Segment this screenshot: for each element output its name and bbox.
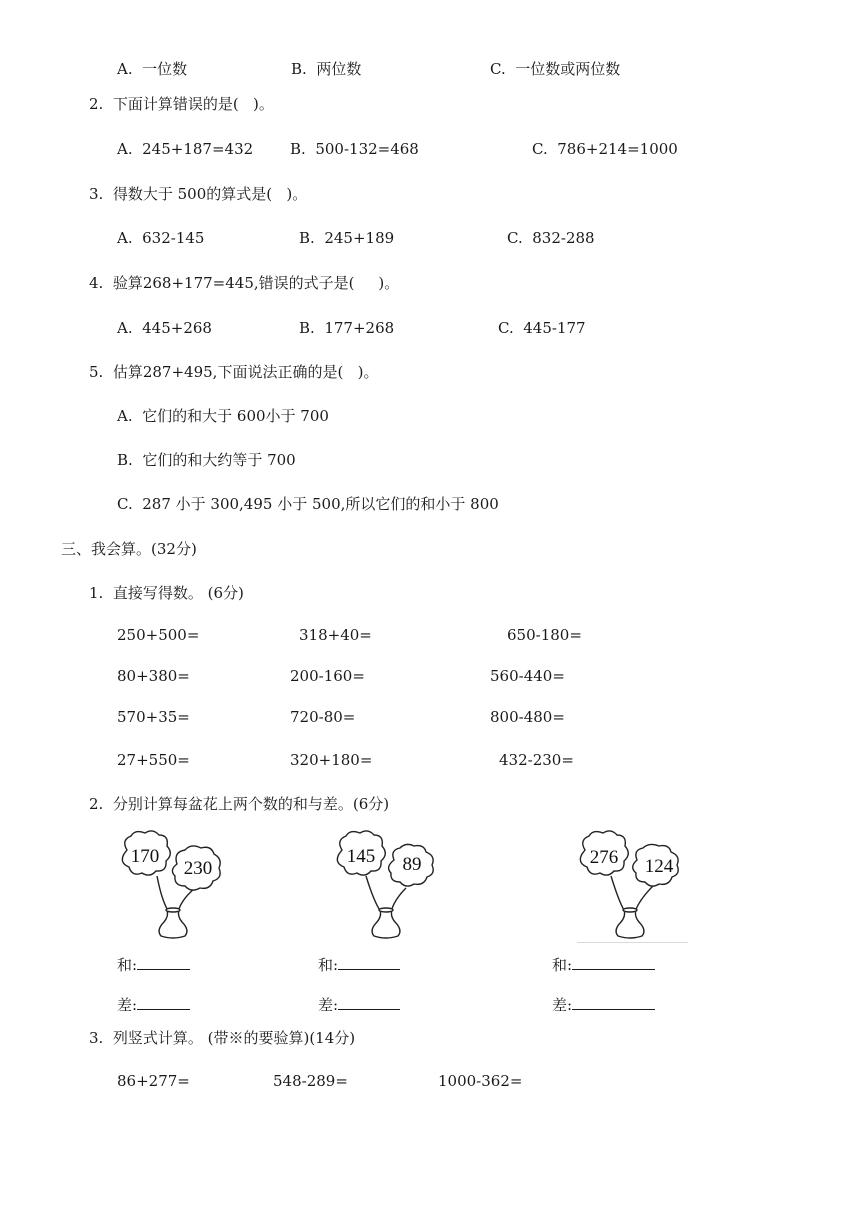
q5-option-b: B. 它们的和大约等于 700 — [117, 451, 296, 469]
answer-blank[interactable] — [572, 953, 655, 970]
flower-number-right: 124 — [644, 856, 674, 877]
calc-item: 318+40= — [299, 626, 372, 644]
flower-number-left: 145 — [346, 846, 376, 867]
answer-blank[interactable] — [338, 993, 400, 1010]
flower-pot-illustration — [115, 830, 230, 942]
section-3-title: 三、我会算。(32分) — [61, 540, 197, 558]
sum-label: 和: — [552, 956, 573, 974]
calc-item: 720-80= — [290, 708, 356, 726]
calc-item: 200-160= — [290, 667, 365, 685]
calc-item: 650-180= — [507, 626, 582, 644]
flower-number-left: 170 — [130, 846, 160, 867]
q3-stem: 3. 得数大于 500的算式是( )。 — [89, 185, 308, 203]
calc-item: 800-480= — [490, 708, 565, 726]
vertical-calc-item: 548-289= — [273, 1072, 348, 1090]
image-edge-line — [577, 942, 688, 943]
q4-option-c: C. 445-177 — [498, 319, 586, 337]
answer-blank[interactable] — [137, 993, 190, 1010]
difference-answer-1 — [117, 993, 190, 1015]
q3-option-a: A. 632-145 — [117, 229, 205, 247]
calc-item: 27+550= — [117, 751, 190, 769]
sum-answer-1 — [117, 953, 190, 975]
q1-option-c: C. 一位数或两位数 — [490, 60, 621, 78]
q4-option-b: B. 177+268 — [299, 319, 395, 337]
sum-label: 和: — [318, 956, 339, 974]
answer-blank[interactable] — [338, 953, 400, 970]
sum-label: 和: — [117, 956, 138, 974]
q1-option-b: B. 两位数 — [291, 60, 362, 78]
flower-pot-illustration — [573, 830, 688, 942]
q3-option-c: C. 832-288 — [507, 229, 595, 247]
sum-answer-2 — [318, 953, 400, 975]
vertical-calc-item: 86+277= — [117, 1072, 190, 1090]
q2-option-c: C. 786+214=1000 — [532, 140, 678, 158]
difference-label: 差: — [552, 996, 573, 1014]
calc-item: 250+500= — [117, 626, 200, 644]
flower-number-right: 89 — [402, 854, 422, 875]
sum-answer-3 — [552, 953, 655, 975]
part1-title: 1. 直接写得数。 (6分) — [89, 584, 244, 602]
flower-number-right: 230 — [183, 858, 213, 879]
difference-answer-3 — [552, 993, 655, 1015]
calc-item: 560-440= — [490, 667, 565, 685]
answer-blank[interactable] — [137, 953, 190, 970]
q5-option-a: A. 它们的和大于 600小于 700 — [117, 407, 329, 425]
q2-stem: 2. 下面计算错误的是( )。 — [89, 95, 274, 113]
q4-stem: 4. 验算268+177=445,错误的式子是( )。 — [89, 274, 400, 292]
part2-title: 2. 分别计算每盆花上两个数的和与差。(6分) — [89, 795, 390, 813]
q3-option-b: B. 245+189 — [299, 229, 395, 247]
difference-answer-2 — [318, 993, 400, 1015]
part3-title: 3. 列竖式计算。 (带※的要验算)(14分) — [89, 1029, 356, 1047]
flower-pot-illustration — [330, 830, 445, 942]
difference-label: 差: — [117, 996, 138, 1014]
answer-blank[interactable] — [572, 993, 655, 1010]
calc-item: 432-230= — [499, 751, 574, 769]
q5-option-c: C. 287 小于 300,495 小于 500,所以它们的和小于 800 — [117, 495, 499, 513]
q2-option-a: A. 245+187=432 — [117, 140, 254, 158]
q2-option-b: B. 500-132=468 — [290, 140, 419, 158]
q5-stem: 5. 估算287+495,下面说法正确的是( )。 — [89, 363, 379, 381]
calc-item: 80+380= — [117, 667, 190, 685]
q4-option-a: A. 445+268 — [117, 319, 212, 337]
q1-option-a: A. 一位数 — [117, 60, 188, 78]
calc-item: 320+180= — [290, 751, 373, 769]
vertical-calc-item: 1000-362= — [438, 1072, 523, 1090]
calc-item: 570+35= — [117, 708, 190, 726]
difference-label: 差: — [318, 996, 339, 1014]
flower-number-left: 276 — [589, 847, 619, 868]
